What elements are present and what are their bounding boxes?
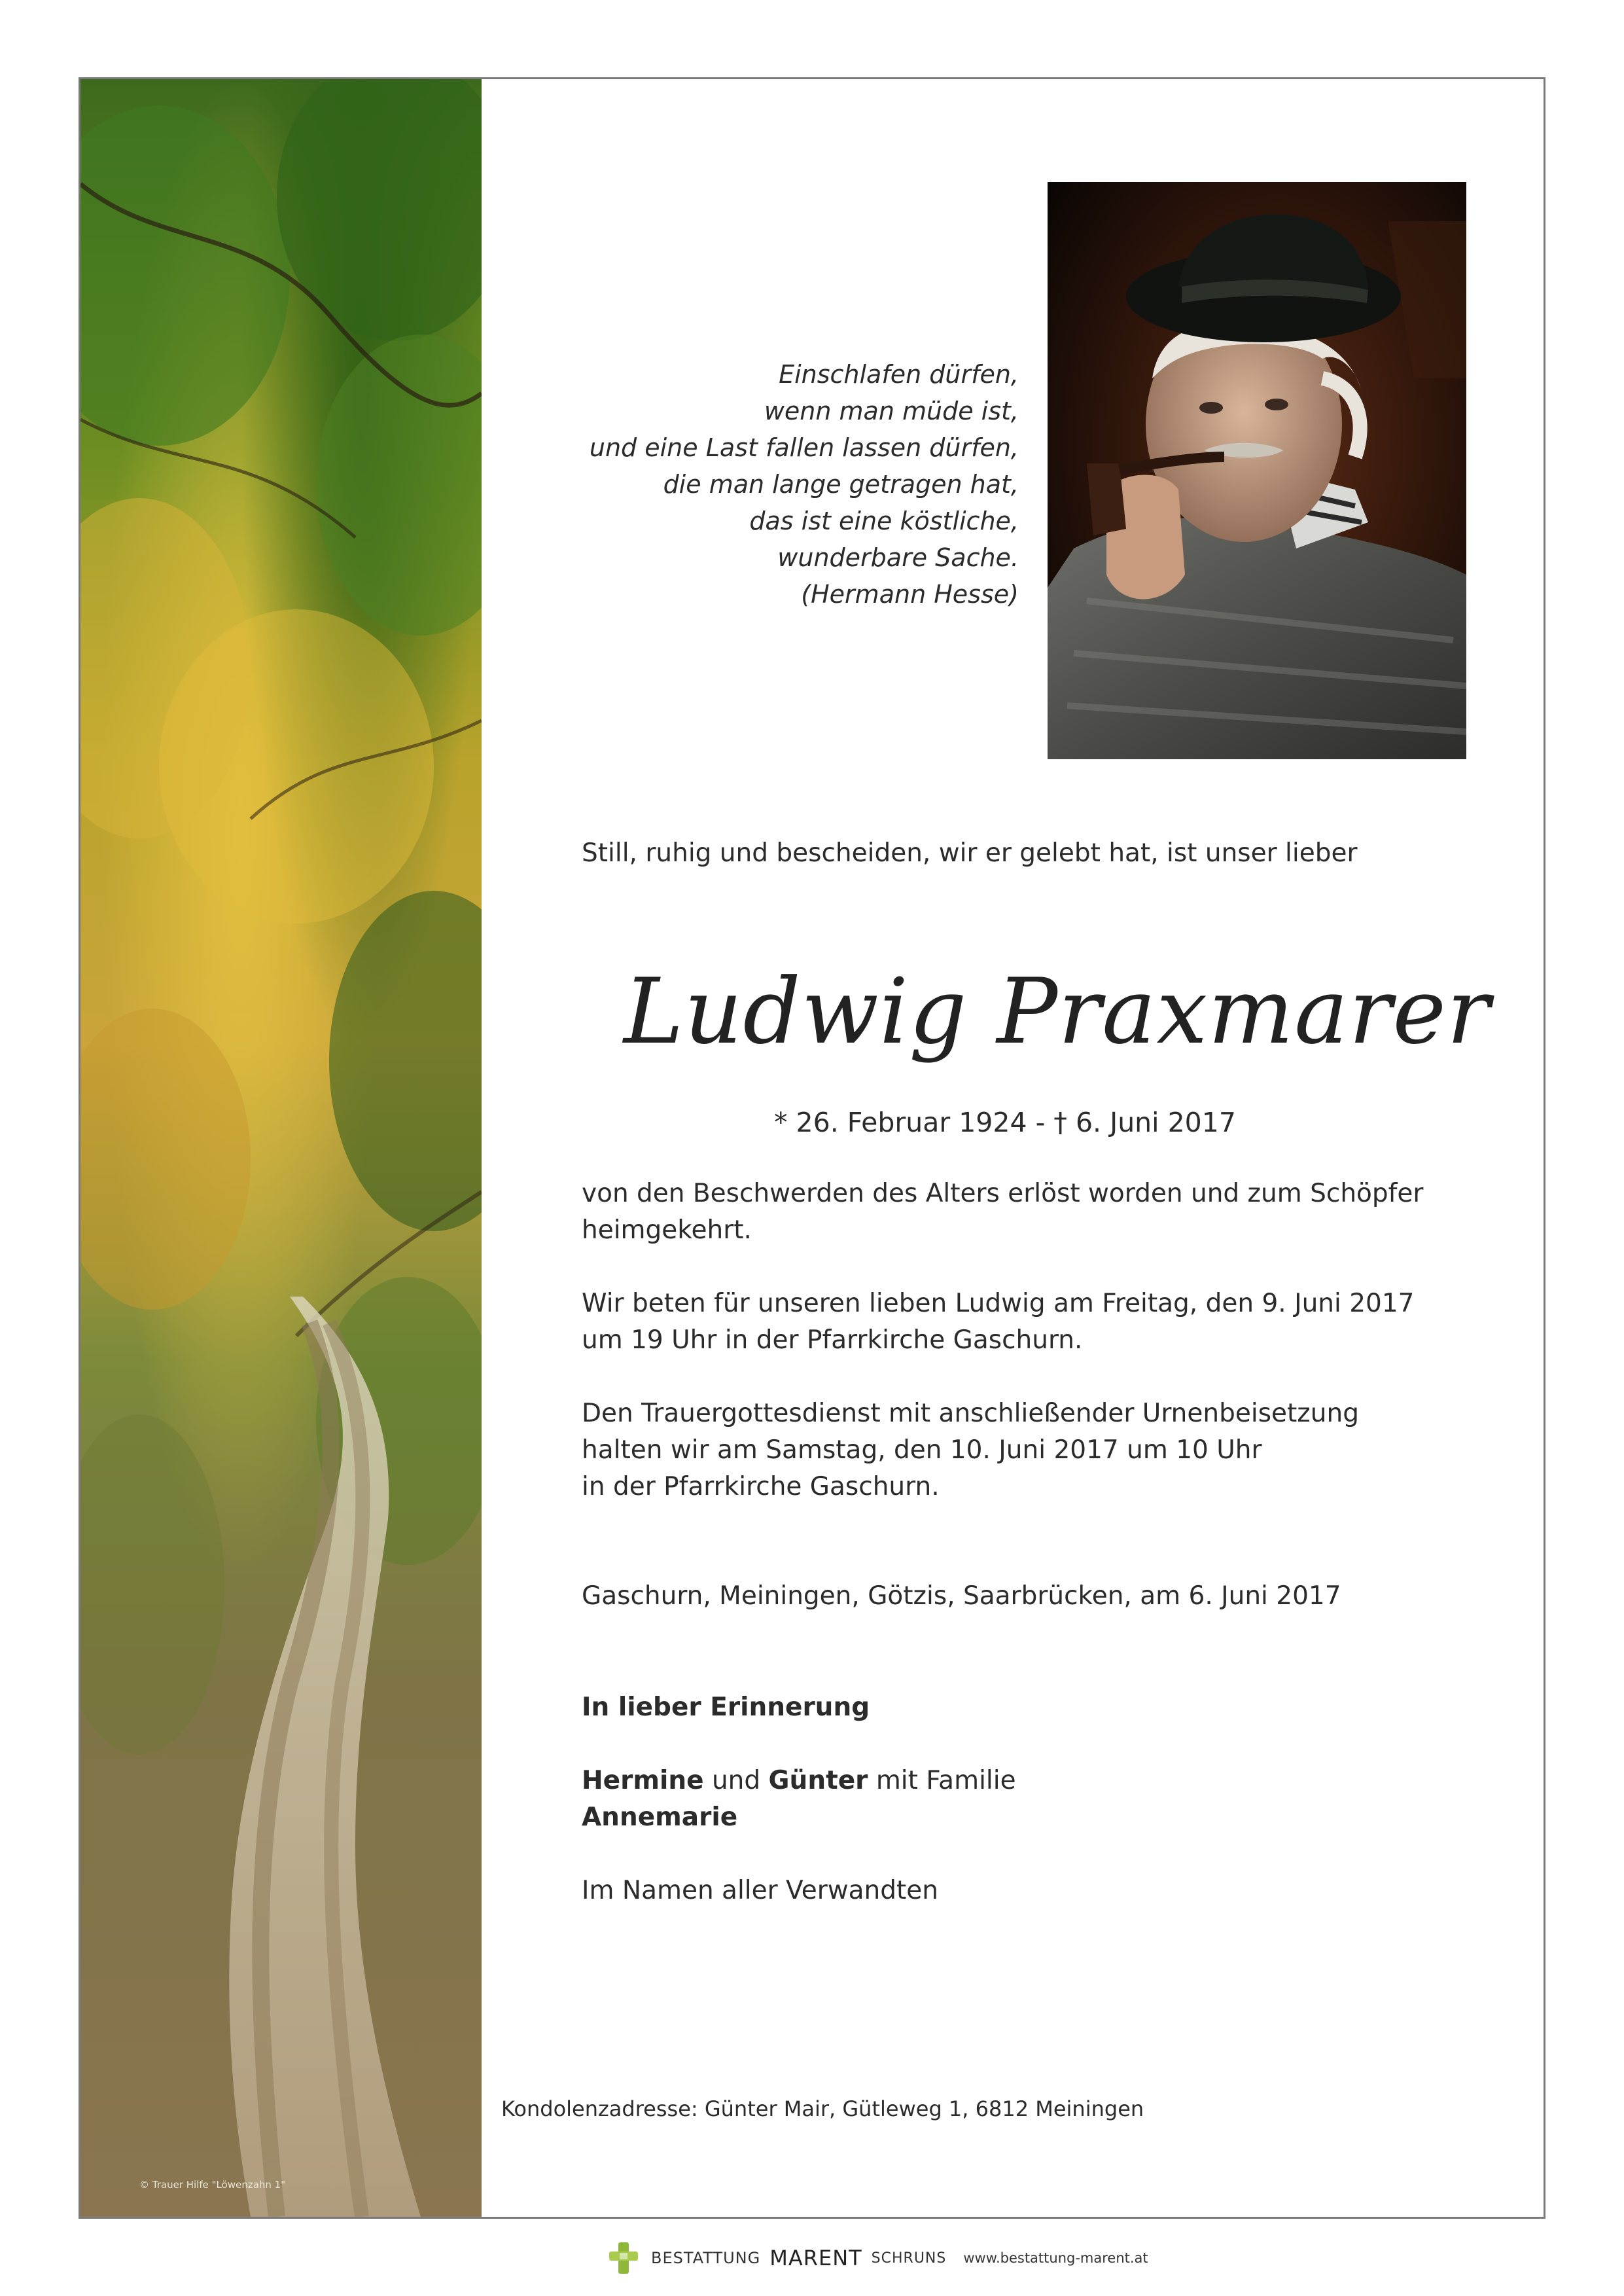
paragraph-line: Wir beten für unseren lieben Ludwig am Freitag, den 9. Juni 2017 (582, 1289, 1415, 1318)
photo-credit: © Trauer Hilfe "Löwenzahn 1" (139, 2179, 286, 2191)
footer-place: SCHRUNS (871, 2250, 947, 2267)
poem-line: wunderbare Sache. (777, 543, 1019, 572)
cross-logo-icon (605, 2240, 642, 2276)
deceased-name: Ludwig Praxmarer (624, 959, 1491, 1064)
footer-company: BESTATTUNG (651, 2249, 761, 2267)
paragraph-2 (582, 1285, 1415, 1359)
footer-website-link[interactable]: www.bestattung-marent.at (963, 2250, 1148, 2266)
life-dates: * 26. Februar 1924 - † 6. Juni 2017 (774, 1107, 1236, 1138)
mourner-name: Hermine (582, 1766, 704, 1795)
condolence-address: Kondolenzadresse: Günter Mair, Gütleweg 1, 6812 Meiningen (501, 2096, 1144, 2121)
relatives-line: Im Namen aller Verwandten (582, 1876, 939, 1905)
paragraph-line: in der Pfarrkirche Gaschurn. (582, 1472, 940, 1501)
mourner-connector: und (703, 1766, 769, 1795)
poem-author: (Hermann Hesse) (801, 580, 1019, 609)
mourners-heading: In lieber Erinnerung (582, 1693, 870, 1722)
paragraph-3 (582, 1395, 1359, 1505)
footer-brand-name: MARENT (769, 2246, 862, 2270)
paragraph-line: von den Beschwerden des Alters erlöst worden und zum Schöpfer (582, 1179, 1424, 1208)
forest-path-photo (80, 79, 482, 2217)
paragraph-line: um 19 Uhr in der Pfarrkirche Gaschurn. (582, 1325, 1083, 1355)
footer-brand (605, 2238, 1148, 2278)
forest-path-illustration (80, 79, 482, 2217)
mourners-line-1 (582, 1763, 1016, 1799)
poem-line: das ist eine köstliche, (749, 507, 1019, 535)
poem-line: wenn man müde ist, (764, 397, 1019, 425)
portrait-illustration (1048, 182, 1466, 759)
poem-line: die man lange getragen hat, (663, 470, 1019, 499)
poem-quote (430, 356, 1019, 613)
paragraph-line: halten wir am Samstag, den 10. Juni 2017 um 10 Uhr (582, 1435, 1262, 1465)
paragraph-line: heimgekehrt. (582, 1215, 752, 1245)
poem-line: Einschlafen dürfen, (779, 360, 1019, 389)
obituary-frame (79, 77, 1545, 2219)
paragraph-line: Den Trauergottesdienst mit anschließender Urnenbeisetzung (582, 1399, 1359, 1428)
portrait-photo (1048, 182, 1466, 759)
mourner-name: Günter (768, 1766, 868, 1795)
poem-line: und eine Last fallen lassen dürfen, (589, 433, 1019, 462)
intro-text: Still, ruhig und bescheiden, wir er gelebt hat, ist unser lieber (582, 838, 1358, 868)
mourners-line-2: Annemarie (582, 1803, 738, 1832)
mourner-suffix: mit Familie (868, 1766, 1016, 1795)
place-date: Gaschurn, Meiningen, Götzis, Saarbrücken, am 6. Juni 2017 (582, 1581, 1341, 1611)
paragraph-1 (582, 1175, 1423, 1249)
